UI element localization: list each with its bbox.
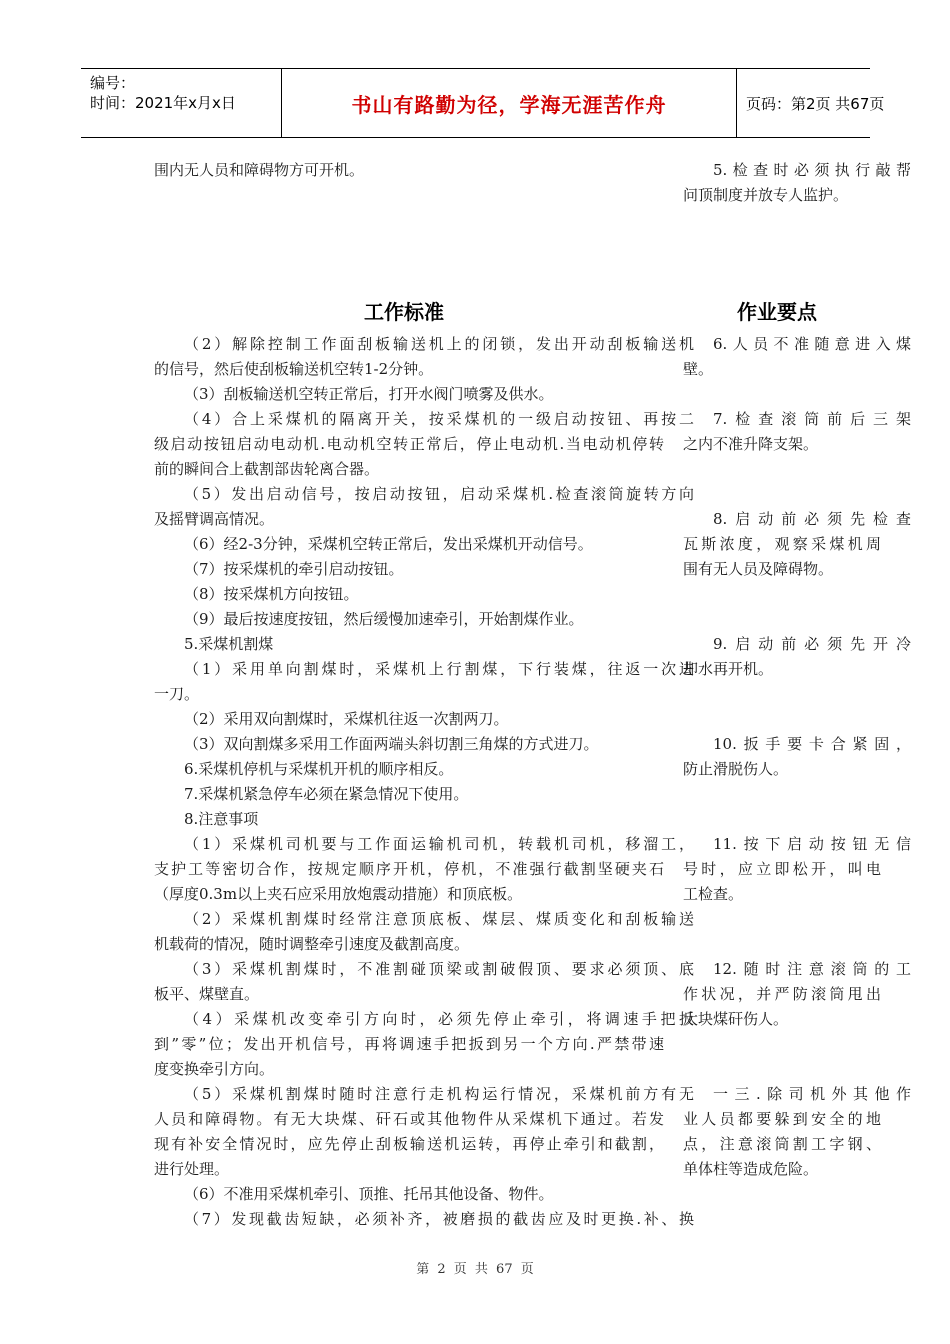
key-point-line: 11.按下启动按钮无信 xyxy=(713,835,911,853)
standard-line: 前的瞬间合上截割部齿轮离合器。 xyxy=(154,460,380,478)
key-point-line: 7.检查滚筒前后三架 xyxy=(713,410,911,428)
standard-line: （6）不准用采煤机牵引、顶推、托吊其他设备、物件。 xyxy=(184,1185,554,1203)
standard-line: 现有补安全情况时，应先停止刮板输送机运转，再停止牵引和截割， xyxy=(154,1135,664,1153)
key-point-line: 作状况，并严防滚筒甩出 xyxy=(683,985,881,1003)
standard-line: （9）最后按速度按钮，然后缓慢加速牵引，开始割煤作业。 xyxy=(184,610,584,628)
key-point-line: 12.随时注意滚筒的工 xyxy=(713,960,911,978)
standard-line: （5）采煤机割煤时随时注意行走机构运行情况，采煤机前方有无 xyxy=(184,1085,694,1103)
key-point-line: 工检查。 xyxy=(683,885,744,903)
standard-line: 度变换牵引方向。 xyxy=(154,1060,275,1078)
standard-line: 板平、煤壁直。 xyxy=(154,985,260,1003)
header-page-number: 页码：第2页 共67页 xyxy=(746,94,885,113)
key-point-line: 单体柱等造成危险。 xyxy=(683,1160,819,1178)
document-date-label: 时间：2021年x月x日 xyxy=(90,94,236,112)
standard-line: 人员和障碍物。有无大块煤、矸石或其他物件从采煤机下通过。若发 xyxy=(154,1110,664,1128)
standard-heading: 5.采煤机割煤 xyxy=(184,635,274,653)
standard-heading: 8.注意事项 xyxy=(184,810,259,828)
carry-over-right-line: 5.检查时必须执行敲帮 xyxy=(713,161,911,179)
key-point-line: 点，注意滚筒割工字钢、 xyxy=(683,1135,881,1153)
standard-line: （7）发现截齿短缺，必须补齐，被磨损的截齿应及时更换.补、换 xyxy=(184,1210,694,1228)
standard-line: （2）采煤机割煤时经常注意顶底板、煤层、煤质变化和刮板输送 xyxy=(184,910,694,928)
document-number-label: 编号： xyxy=(90,74,136,92)
header-meta-cell xyxy=(81,69,281,137)
key-point-line: 瓦斯浓度，观察采煤机周 xyxy=(683,535,881,553)
standard-line: （4）合上采煤机的隔离开关，按采煤机的一级启动按钮、再按二 xyxy=(184,410,694,428)
header-page-cell xyxy=(736,69,885,137)
key-point-line: 防止滑脱伤人。 xyxy=(683,760,789,778)
key-point-line: 之内不准升降支架。 xyxy=(683,435,819,453)
key-point-line: 却水再开机。 xyxy=(683,660,774,678)
standard-line: （2）解除控制工作面刮板输送机上的闭锁，发出开动刮板输送机 xyxy=(184,335,694,353)
standard-line: （4）采煤机改变牵引方向时，必须先停止牵引，将调速手把扳 xyxy=(184,1010,694,1028)
work-standard-title: 工作标准 xyxy=(364,300,444,324)
standard-line: （3）双向割煤多采用工作面两端头斜切割三角煤的方式进刀。 xyxy=(184,735,599,753)
standard-line: 级启动按钮启动电动机.电动机空转正常后，停止电动机.当电动机停转 xyxy=(154,435,664,453)
page-footer: 第 2 页 共 67 页 xyxy=(416,1262,534,1277)
key-point-line: 大块煤矸伤人。 xyxy=(683,1010,789,1028)
key-point-line: 壁。 xyxy=(683,360,714,378)
header-motto-cell xyxy=(281,69,737,137)
header-motto: 书山有路勤为径，学海无涯苦作舟 xyxy=(351,92,667,117)
key-point-line: 8.启动前必须先检查 xyxy=(713,510,911,528)
standard-line: 机载荷的情况，随时调整牵引速度及截割高度。 xyxy=(154,935,470,953)
standard-heading: 7.采煤机紧急停车必须在紧急情况下使用。 xyxy=(184,785,469,803)
key-point-line: 业人员都要躲到安全的地 xyxy=(683,1110,881,1128)
standard-line: 到”零”位；发出开机信号，再将调速手把扳到另一个方向.严禁带速 xyxy=(154,1035,664,1053)
standard-line: 的信号，然后使刮板输送机空转1-2分钟。 xyxy=(154,360,434,378)
key-point-line: 10.扳手要卡合紧固， xyxy=(713,735,911,753)
standard-line: 进行处理。 xyxy=(154,1160,230,1178)
standard-line: （1）采用单向割煤时，采煤机上行割煤，下行装煤，往返一次进 xyxy=(184,660,694,678)
key-point-line: 围有无人员及障碍物。 xyxy=(683,560,834,578)
key-point-line: 号时，应立即松开，叫电 xyxy=(683,860,881,878)
standard-heading: 6.采煤机停机与采煤机开机的顺序相反。 xyxy=(184,760,454,778)
carry-over-left-line: 围内无人员和障碍物方可开机。 xyxy=(154,161,365,179)
standard-line: （6）经2-3分钟，采煤机空转正常后，发出采煤机开动信号。 xyxy=(184,535,593,553)
standard-line: （2）采用双向割煤时，采煤机往返一次割两刀。 xyxy=(184,710,509,728)
carry-over-right-line: 问顶制度并放专人监护。 xyxy=(683,186,849,204)
key-point-line: 6.人员不准随意进入煤 xyxy=(713,335,911,353)
standard-line: （3）刮板输送机空转正常后，打开水阀门喷雾及供水。 xyxy=(184,385,554,403)
standard-line: 一刀。 xyxy=(154,685,200,703)
standard-line: （厚度0.3m以上夹石应采用放炮震动措施）和顶底板。 xyxy=(154,885,523,903)
standard-line: （5）发出启动信号，按启动按钮，启动采煤机.检查滚筒旋转方向 xyxy=(184,485,694,503)
standard-line: 及摇臂调高情况。 xyxy=(154,510,275,528)
key-point-line: 一三.除司机外其他作 xyxy=(713,1085,911,1103)
standard-line: （1）采煤机司机要与工作面运输机司机，转载机司机，移溜工， xyxy=(184,835,694,853)
standard-line: （7）按采煤机的牵引启动按钮。 xyxy=(184,560,404,578)
key-points-title: 作业要点 xyxy=(737,300,817,324)
standard-line: 支护工等密切合作，按规定顺序开机，停机，不准强行截割坚硬夹石 xyxy=(154,860,664,878)
key-point-line: 9.启动前必须先开冷 xyxy=(713,635,911,653)
standard-line: （8）按采煤机方向按钮。 xyxy=(184,585,359,603)
page-header xyxy=(81,68,885,138)
standard-line: （3）采煤机割煤时，不准割碰顶梁或割破假顶、要求必须顶、底 xyxy=(184,960,694,978)
